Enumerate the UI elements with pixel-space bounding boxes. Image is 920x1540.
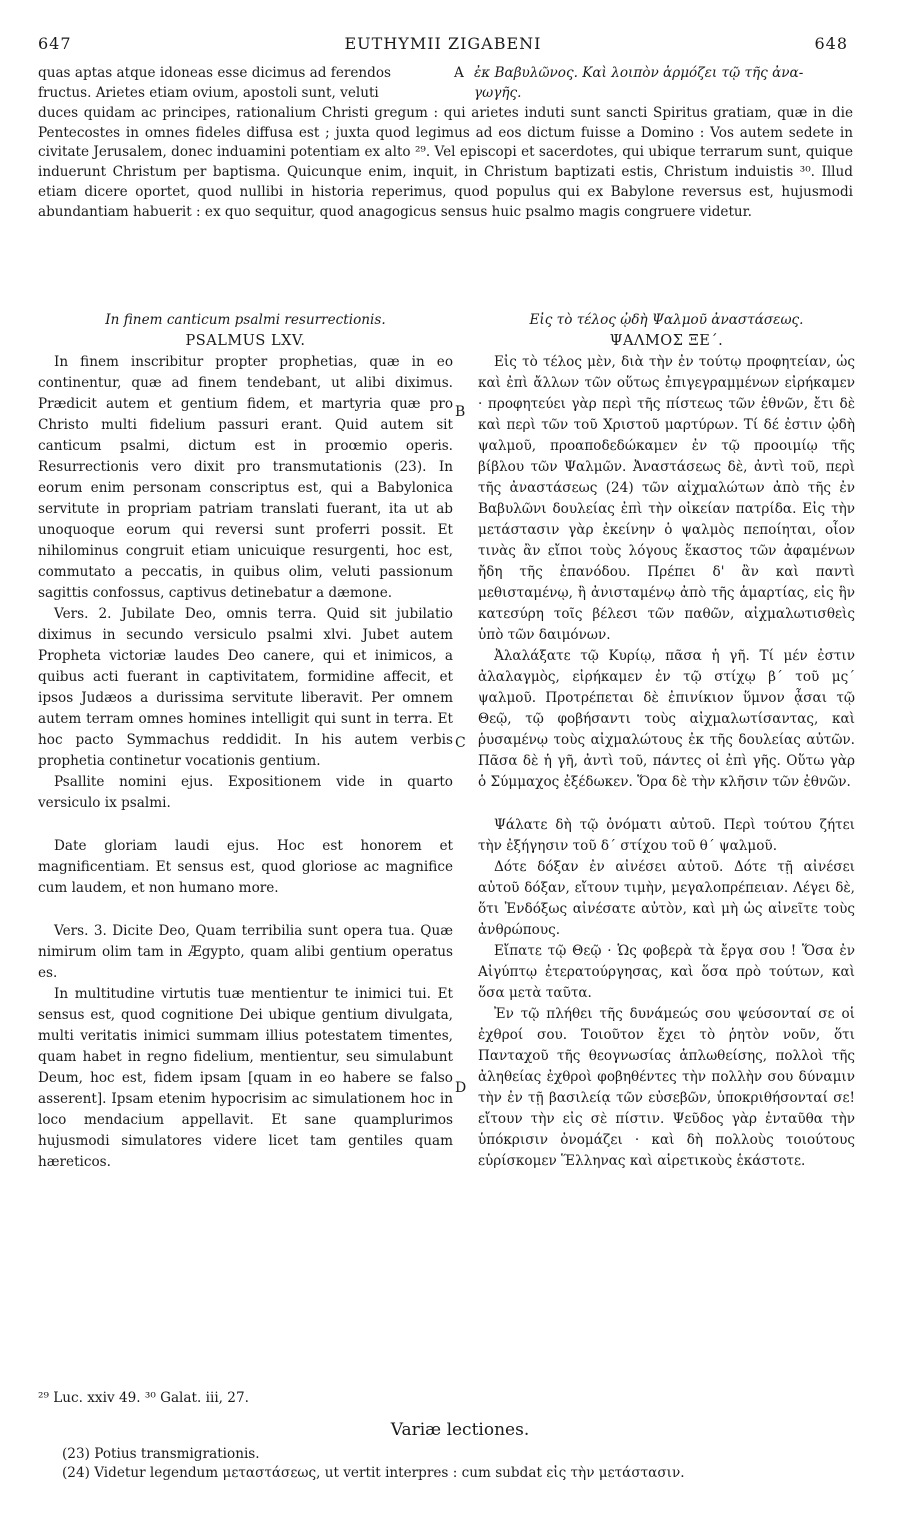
latin-psalm-heading: PSALMUS LXV. [185, 333, 306, 349]
latin-paragraph: Vers. 3. Dicite Deo, Quam terribilia sunt opera tua. Quæ nimirum olim tam in Ægypto, quam alibi gentium operatus es. [38, 923, 453, 981]
marker-c: C [455, 735, 466, 751]
latin-paragraph: In finem inscribitur propter prophetias, quæ in eo continentur, quæ ad finem tendebant, ut alibi diximus. Prædicit autem et gentium fidem, et martyria quæ pro Christo multi fidelium passuri erant. Quid autem sit canticum psalmi, dictum est in proœmio operis. Resurrectionis vero dixit pro transmutationis (23). In eorum enim personam conscriptus est, qui a Babylonica servitute in propriam patriam translati fuerant, ita ut ab unoquoque eorum qui reversi sunt proferri possit. Et nihilominus congruit etiam unicuique resurgenti, hoc est, commutato a peccatis, in quibus olim, veluti passionum sagittis confossus, captivus detinebatur a dæmone. [38, 354, 453, 601]
latin-full-width-paragraph: duces quidam ac principes, rationalium Christi gregum : qui arietes induti sunt sancti Spiritus gratiam, quæ in die Pentecostes in omnes fideles diffusa est ; juxta quod legimus ad eos dictum fuisse a Domino : Vos autem sedete in civitate Jerusalem, donec induamini potentiam ex alto ²⁹. Vel episcopi et sacerdotes, qui ubique terrarum sunt, quique induerunt Christum per baptisma. Quicunque enim, inquit, in Christum baptizati estis, Christum induistis ³⁰. Illud etiam dicere oportet, quod nullibi in historia reperimus, quod populus qui ex Babylone reversus est, hujusmodi abundantiam habuerit : ex quo sequitur, quod anagogicus sensus huic psalmo magis congruere videtur. [38, 105, 853, 220]
latin-paragraph: Date gloriam laudi ejus. Hoc est honorem et magnificentiam. Et sensus est, quod gloriose ac magnifice cum laudem, et non humano more. [38, 838, 453, 896]
latin-paragraph: In multitudine virtutis tuæ mentientur te inimici tui. Et sensus est, quod cognitione Dei ubique gentium divulgata, multi veritatis inimici summam illius potestatem timentes, quam habet in regno fidelium, mentientur, seu simulabunt Deum, hoc est, fidem ipsam [quam in eo habere se falso asserent]. Ipsam etenim hypocrisim ac simulationem hoc in loco mendacium appellavit. Et sane quamplurimos hujusmodi simulatores videre licet tam gentiles quam hæreticos. [38, 986, 453, 1170]
variae-lectiones-heading: Variæ lectiones. [390, 1420, 530, 1440]
greek-column [478, 310, 855, 1172]
page-header [38, 34, 848, 56]
latin-psalm-title: In finem canticum psalmi resurrectionis. [105, 312, 386, 328]
latin-top-line-1: quas aptas atque idoneas esse dicimus ad ferendos [38, 65, 392, 81]
greek-paragraph: Δότε δόξαν ἐν αἰνέσει αὐτοῦ. Δότε τῇ αἰνέσει αὐτοῦ δόξαν, εἴτουν τιμὴν, μεγαλοπρέπειαν. Λέγει δὲ, ὅτι Ἐνδόξως αἰνέσατε αὐτὸν, καὶ μὴ ὡς αἰνεῖτε τοὺς ἀνθρώπους. [478, 859, 855, 938]
greek-psalm-heading: ΨΑΛΜΟΣ ΞΕ΄. [609, 333, 724, 349]
variant-reading: (23) Potius transmigrationis. [62, 1446, 260, 1462]
greek-top-line-1: ἐκ Βαβυλῶνος. Καὶ λοιπὸν ἁρμόζει τῷ τῆς ἀνα- [474, 65, 804, 81]
greek-paragraph: Εἴπατε τῷ Θεῷ · Ὡς φοβερὰ τὰ ἔργα σου ! Ὅσα ἐν Αἰγύπτῳ ἐτερατούργησας, καὶ ὅσα πρὸ τούτων, καὶ ὅσα μετὰ ταῦτα. [478, 943, 855, 1001]
greek-paragraph: Ἀλαλάξατε τῷ Κυρίῳ, πᾶσα ἡ γῆ. Τί μέν ἐστιν ἀλαλαγμὸς, εἰρήκαμεν ἐν τῷ στίχῳ β΄ τοῦ μς΄ ψαλμοῦ. Προτρέπεται δὲ ἐπινίκιον ὕμνον ᾆσαι τῷ Θεῷ, τῷ φοβήσαντι τοὺς αἰχμαλωτίσαντας, καὶ ῥυσαμένῳ τοὺς αἰχμαλώτους ἐκ τῆς δουλείας αὐτῶν. Πᾶσα δὲ ἡ γῆ, ἀντὶ τοῦ, πάντες οἱ ἐπὶ γῆς. Οὕτω γὰρ ὁ Σύμμαχος ἐξέδωκεν. Ὅρα δὲ τὴν κλῆσιν τῶν ἐθνῶν. [478, 648, 855, 790]
latin-paragraph: Psallite nomini ejus. Expositionem vide in quarto versiculo ix psalmi. [38, 774, 453, 811]
latin-top-line-2: fructus. Arietes etiam ovium, apostoli sunt, veluti [38, 85, 379, 101]
variant-reading: (24) Videtur legendum μεταστάσεως, ut vertit interpres : cum subdat εἰς τὴν μετάστασιν. [62, 1465, 685, 1481]
footnote-references: ²⁹ Luc. xxiv 49. ³⁰ Galat. iii, 27. [38, 1390, 249, 1406]
page-number-left: 647 [38, 34, 72, 53]
latin-paragraph: Vers. 2. Jubilate Deo, omnis terra. Quid sit jubilatio diximus in secundo versiculo psalmi xlvi. Jubet autem Propheta victoriæ laudes Deo canere, qui et inimicos, a quibus acti fuerant in captivitatem, formidine affecit, et ipsos Judæos a durissima servitute liberavit. Per omnem autem terram omnes homines intelligit qui sunt in terra. Et hoc pacto Symmachus reddidit. In his autem verbis prophetia continetur vocationis gentium. [38, 606, 453, 769]
latin-column [38, 310, 453, 1173]
greek-top-line-2: γωγῆς. [474, 85, 522, 101]
marker-d: D [455, 1080, 467, 1096]
greek-paragraph: Ψάλατε δὴ τῷ ὀνόματι αὐτοῦ. Περὶ τούτου ζήτει τὴν ἐξήγησιν τοῦ δ΄ στίχου τοῦ θ΄ ψαλμοῦ. [478, 817, 855, 854]
greek-paragraph: Εἰς τὸ τέλος μὲν, διὰ τὴν ἐν τούτῳ προφητείαν, ὡς καὶ ἐπὶ ἄλλων τῶν οὕτως ἐπιγεγραμμένων εἰρήκαμεν · προφητεύει γὰρ περὶ τῆς πίστεως τῶν ἐθνῶν, ἔτι δὲ καὶ περὶ τῶν τοῦ Χριστοῦ μαρτύρων. Τί δέ ἐστιν ᾠδὴ ψαλμοῦ, προαποδεδώκαμεν ἐν τῷ προοιμίῳ τῆς βίβλου τῶν Ψαλμῶν. Ἀναστάσεως δὲ, ἀντὶ τοῦ, περὶ τῆς ἀναστάσεως (24) τῶν αἰχμαλώτων ἀπὸ τῆς ἐν Βαβυλῶνι δουλείας ἐπὶ τὴν οἰκείαν πατρίδα. Εἰς τὴν μετάστασιν γὰρ ἐκείνην ὁ ψαλμὸς πεποίηται, οἷον τινὰς ἂν εἴποι τοὺς λόγους ἕκαστος τῶν ἀφαμένων ἤδη τῆς ἐπανόδου. Πρέπει δ' ἂν καὶ παντὶ μεθισταμένῳ, ἢ ἀνισταμένῳ ἀπὸ τῆς ἁμαρτίας, εἰς ἣν κατεσύρη τοῖς βέλεσι τῶν παθῶν, αἰχμαλωτισθεὶς ὑπὸ τῶν δαιμόνων. [478, 354, 855, 643]
greek-paragraph: Ἐν τῷ πλήθει τῆς δυνάμεώς σου ψεύσονταί σε οἱ ἐχθροί σου. Τοιοῦτον ἔχει τὸ ῥητὸν νοῦν, ὅτι Πανταχοῦ τῆς θεογνωσίας ἁπλωθείσης, πολλοὶ τῆς ἀληθείας ἐχθροὶ φοβηθέντες τὴν πολλὴν σου δύναμιν τὴν ἐν τῇ βασιλείᾳ τῶν εὐσεβῶν, ὑποκριθήσονταί σε! εἴτουν τὴν εἰς σὲ πίστιν. Ψεῦδος γὰρ ἐνταῦθα τὴν ὑπόκρισιν ὀνομάζει · καὶ δὴ πολλοὺς τοιούτους εὑρίσκομεν Ἕλληνας καὶ αἱρετικοὺς ἑκάστοτε. [478, 1006, 855, 1169]
marker-a: A [454, 65, 464, 81]
running-title: EUTHYMII ZIGABENI [344, 34, 542, 53]
marker-b: B [455, 404, 466, 420]
page-number-right: 648 [814, 34, 848, 53]
greek-psalm-title: Εἰς τὸ τέλος ᾠδὴ Ψαλμοῦ ἀναστάσεως. [529, 312, 804, 328]
